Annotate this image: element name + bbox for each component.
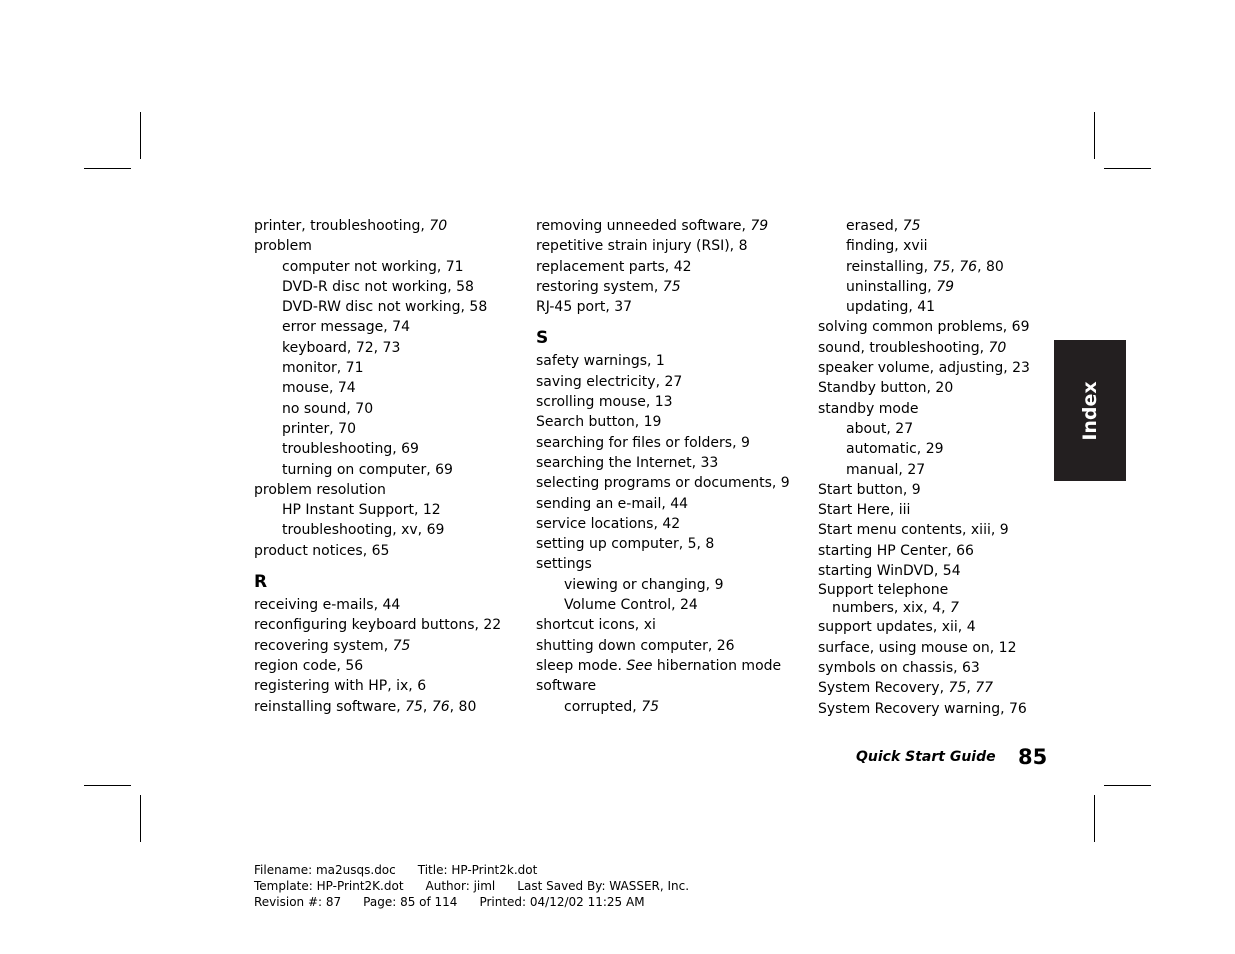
entry-text: hibernation mode xyxy=(652,657,782,674)
italic-page-ref: See xyxy=(626,657,653,674)
index-entry xyxy=(818,541,1088,561)
entry-text: Start button, 9 xyxy=(818,481,921,498)
entry-text: speaker volume, adjusting, 23 xyxy=(818,360,1030,377)
index-entry xyxy=(536,372,806,392)
entry-text: DVD-R disc not working, 58 xyxy=(282,278,474,295)
entry-text: automatic, 29 xyxy=(846,441,944,458)
entry-text: reinstalling software, xyxy=(254,698,406,715)
index-subentry xyxy=(254,460,524,480)
index-subentry xyxy=(254,520,524,540)
index-entry xyxy=(536,216,806,236)
entry-text: reconfiguring keyboard buttons, 22 xyxy=(254,617,502,634)
index-subentry xyxy=(254,378,524,398)
file-info-item: Page: 85 of 114 xyxy=(363,895,458,909)
guide-title: Quick Start Guide xyxy=(856,749,996,765)
italic-page-ref: 77 xyxy=(975,680,994,697)
index-column-1 xyxy=(254,216,524,717)
italic-page-ref: 75 xyxy=(662,278,681,295)
entry-text: mouse, 74 xyxy=(282,380,356,397)
index-entry xyxy=(536,257,806,277)
index-entry xyxy=(818,317,1088,337)
entry-text: corrupted, xyxy=(564,698,642,715)
index-entry xyxy=(818,520,1088,540)
entry-text: settings xyxy=(536,556,592,573)
index-entry xyxy=(254,656,524,676)
index-subentry xyxy=(818,439,1088,459)
italic-page-ref: 70 xyxy=(988,339,1007,356)
index-entry xyxy=(818,658,1088,678)
index-subentry xyxy=(254,358,524,378)
index-entry xyxy=(536,412,806,432)
italic-page-ref: 79 xyxy=(750,218,769,234)
file-info-item: Printed: 04/12/02 11:25 AM xyxy=(479,895,645,909)
entry-text: , 80 xyxy=(449,698,477,715)
entry-text: finding, xvii xyxy=(846,238,928,255)
italic-page-ref: 75 xyxy=(932,258,951,275)
entry-text: RJ-45 port, 37 xyxy=(536,299,633,316)
index-subentry xyxy=(818,460,1088,480)
entry-text: keyboard, 72, 73 xyxy=(282,339,401,356)
index-subentry xyxy=(254,439,524,459)
side-tab-label: Index xyxy=(1079,380,1101,441)
entry-text: Standby button, 20 xyxy=(818,380,954,397)
file-info-item: Title: HP-Print2k.dot xyxy=(417,863,538,877)
entry-text: restoring system, xyxy=(536,278,663,295)
italic-page-ref: 70 xyxy=(429,218,448,234)
entry-text: problem xyxy=(254,238,312,255)
index-entry xyxy=(536,514,806,534)
index-entry xyxy=(536,236,806,256)
italic-page-ref: 75 xyxy=(641,698,660,715)
entry-text: S xyxy=(536,328,549,349)
entry-text: Volume Control, 24 xyxy=(564,597,698,614)
entry-text: Start menu contents, xiii, 9 xyxy=(818,522,1009,539)
italic-page-ref: 75 xyxy=(405,698,423,715)
index-subentry xyxy=(818,277,1088,297)
file-info-row xyxy=(254,862,711,878)
entry-text: removing unneeded software, xyxy=(536,218,751,234)
index-column-2 xyxy=(536,216,806,717)
entry-text: printer, 70 xyxy=(282,420,356,437)
entry-text: uninstalling, xyxy=(846,278,937,295)
entry-text: System Recovery warning, 76 xyxy=(818,700,1027,717)
section-letter xyxy=(536,328,806,348)
index-subentry xyxy=(254,338,524,358)
crop-mark xyxy=(140,795,141,842)
entry-text: troubleshooting, xv, 69 xyxy=(282,522,445,539)
italic-page-ref: 76 xyxy=(959,258,978,275)
index-entry xyxy=(536,534,806,554)
entry-text: Start Here, iii xyxy=(818,502,911,519)
entry-text: searching the Internet, 33 xyxy=(536,454,719,471)
index-subentry xyxy=(818,257,1088,277)
index-subentry xyxy=(254,297,524,317)
entry-text: numbers, xix, 4, xyxy=(832,600,951,617)
entry-text: software xyxy=(536,678,597,695)
index-entry xyxy=(254,216,524,236)
page-number: 85 xyxy=(1018,745,1048,769)
italic-page-ref: 76 xyxy=(431,698,450,715)
file-info xyxy=(254,862,711,910)
entry-text: recovering system, xyxy=(254,637,393,654)
entry-text: receiving e-mails, 44 xyxy=(254,597,401,614)
italic-page-ref: 75 xyxy=(392,637,411,654)
entry-text: sleep mode. xyxy=(536,657,627,674)
entry-text: selecting programs or documents, 9 xyxy=(536,475,790,492)
index-subentry xyxy=(254,317,524,337)
index-entry xyxy=(818,678,1088,698)
index-entry xyxy=(254,236,524,256)
index-entry xyxy=(536,494,806,514)
entry-text: HP Instant Support, 12 xyxy=(282,502,441,519)
index-subentry xyxy=(818,419,1088,439)
index-entry xyxy=(536,636,806,656)
index-subentry xyxy=(536,697,806,717)
entry-text: saving electricity, 27 xyxy=(536,373,683,390)
entry-text: DVD-RW disc not working, 58 xyxy=(282,299,488,316)
entry-text: standby mode xyxy=(818,400,919,417)
index-subentry xyxy=(254,257,524,277)
index-entry-continuation xyxy=(818,599,1018,617)
entry-text: sending an e-mail, 44 xyxy=(536,495,689,512)
index-subentry xyxy=(818,297,1088,317)
entry-text: surface, using mouse on, 12 xyxy=(818,639,1017,656)
italic-page-ref: 75 xyxy=(902,218,921,234)
crop-mark xyxy=(1104,785,1151,786)
index-entry xyxy=(536,433,806,453)
index-entry xyxy=(536,615,806,635)
index-entry xyxy=(254,636,524,656)
entry-text: troubleshooting, 69 xyxy=(282,441,419,458)
entry-text: Support telephone xyxy=(818,582,949,599)
index-entry xyxy=(818,378,1088,398)
entry-text: starting WinDVD, 54 xyxy=(818,563,961,580)
file-info-row xyxy=(254,878,711,894)
entry-text: turning on computer, 69 xyxy=(282,461,453,478)
entry-text: no sound, 70 xyxy=(282,400,374,417)
italic-page-ref: 79 xyxy=(936,278,955,295)
entry-text: safety warnings, 1 xyxy=(536,353,665,370)
entry-text: about, 27 xyxy=(846,420,914,437)
entry-text: repetitive strain injury (RSI), 8 xyxy=(536,238,748,255)
entry-text: support updates, xii, 4 xyxy=(818,619,976,636)
index-subentry xyxy=(254,399,524,419)
index-entry xyxy=(254,595,524,615)
index-entry xyxy=(254,541,524,561)
italic-page-ref: 7 xyxy=(950,600,959,617)
entry-text: viewing or changing, 9 xyxy=(564,576,724,593)
entry-text: error message, 74 xyxy=(282,319,410,336)
entry-text: scrolling mouse, 13 xyxy=(536,394,673,411)
index-entry xyxy=(536,453,806,473)
index-entry xyxy=(536,656,806,676)
crop-mark xyxy=(140,112,141,159)
entry-text: , 80 xyxy=(977,258,1004,275)
entry-text: System Recovery, xyxy=(818,680,949,697)
index-entry xyxy=(818,561,1088,581)
crop-mark xyxy=(1104,168,1151,169)
index-entry xyxy=(254,615,524,635)
index-entry xyxy=(536,676,806,696)
index-entry xyxy=(818,338,1088,358)
index-subentry xyxy=(254,277,524,297)
index-entry xyxy=(818,480,1088,500)
file-info-item: Revision #: 87 xyxy=(254,895,342,909)
entry-text: , xyxy=(422,698,432,715)
entry-text: setting up computer, 5, 8 xyxy=(536,536,715,553)
entry-text: printer, troubleshooting, xyxy=(254,218,430,234)
index-entry xyxy=(818,699,1088,719)
index-entry xyxy=(536,554,806,574)
crop-mark xyxy=(1094,795,1095,842)
entry-text: updating, 41 xyxy=(846,299,936,316)
index-subentry xyxy=(254,419,524,439)
crop-mark xyxy=(84,168,131,169)
entry-text: reinstalling, xyxy=(846,258,933,275)
index-entry xyxy=(818,358,1088,378)
index-subentry xyxy=(254,500,524,520)
entry-text: problem resolution xyxy=(254,481,386,498)
index-subentry xyxy=(536,595,806,615)
italic-page-ref: 75 xyxy=(948,680,967,697)
entry-text: monitor, 71 xyxy=(282,360,364,377)
crop-mark xyxy=(84,785,131,786)
entry-text: solving common problems, 69 xyxy=(818,319,1030,336)
index-subentry xyxy=(818,216,1088,236)
entry-text: shortcut icons, xi xyxy=(536,617,656,634)
entry-text: replacement parts, 42 xyxy=(536,258,692,275)
entry-text: manual, 27 xyxy=(846,461,926,478)
entry-text: region code, 56 xyxy=(254,657,364,674)
entry-text: erased, xyxy=(846,218,903,234)
index-entry xyxy=(536,277,806,297)
index-side-tab xyxy=(1054,340,1126,481)
entry-text: starting HP Center, 66 xyxy=(818,542,974,559)
section-letter xyxy=(254,572,524,592)
entry-text: R xyxy=(254,572,268,593)
index-entry xyxy=(818,617,1088,637)
entry-text: product notices, 65 xyxy=(254,542,390,559)
entry-text: service locations, 42 xyxy=(536,515,681,532)
index-entry xyxy=(818,638,1088,658)
index-entry xyxy=(818,399,1088,419)
file-info-item: Template: HP-Print2K.dot xyxy=(254,879,404,893)
index-subentry xyxy=(818,236,1088,256)
entry-text: registering with HP, ix, 6 xyxy=(254,678,427,695)
entry-text: Search button, 19 xyxy=(536,414,662,431)
index-entry xyxy=(254,676,524,696)
index-entry xyxy=(818,581,1018,617)
file-info-item: Filename: ma2usqs.doc xyxy=(254,863,396,877)
file-info-item: Author: jiml xyxy=(425,879,496,893)
index-entry xyxy=(536,473,806,493)
file-info-row xyxy=(254,894,711,910)
entry-text: searching for files or folders, 9 xyxy=(536,434,750,451)
entry-text: , xyxy=(950,258,960,275)
entry-text: shutting down computer, 26 xyxy=(536,637,735,654)
entry-text: sound, troubleshooting, xyxy=(818,339,989,356)
entry-text: computer not working, 71 xyxy=(282,258,464,275)
index-entry xyxy=(818,500,1088,520)
index-entry xyxy=(254,480,524,500)
index-entry xyxy=(536,297,806,317)
index-entry xyxy=(536,351,806,371)
entry-text: , xyxy=(966,680,976,697)
file-info-item: Last Saved By: WASSER, Inc. xyxy=(517,879,690,893)
index-column-3 xyxy=(818,216,1088,719)
index-subentry xyxy=(536,575,806,595)
crop-mark xyxy=(1094,112,1095,159)
index-entry xyxy=(536,392,806,412)
index-entry xyxy=(254,697,524,717)
entry-text: symbols on chassis, 63 xyxy=(818,659,980,676)
